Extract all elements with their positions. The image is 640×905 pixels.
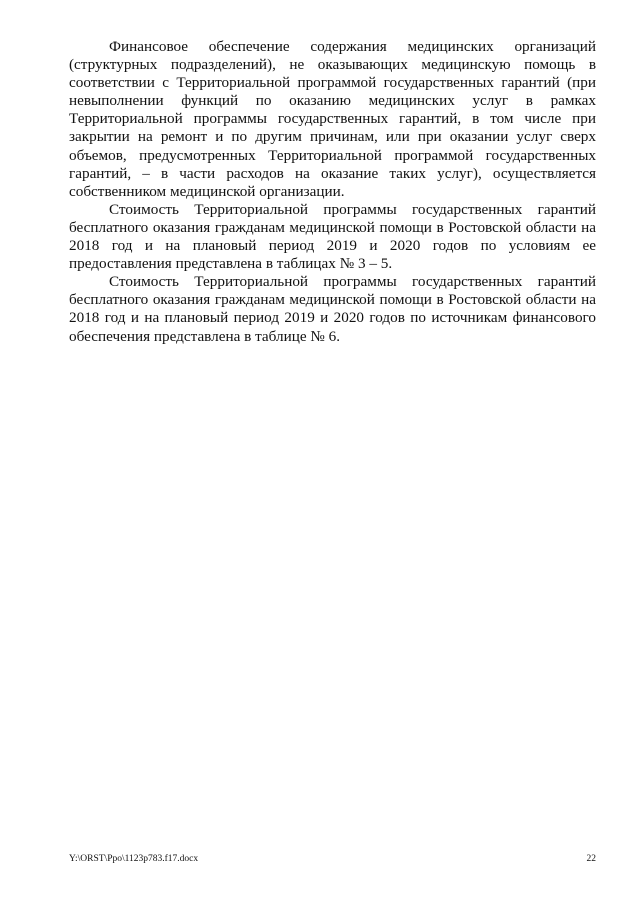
paragraph-cost-by-conditions: Стоимость Территориальной программы государственных гарантий бесплатного оказания гражданам медицинской помощи в Ростовской области на 2018 год и на плановый период 2019 и 2020 годов по условиям ее предоставления представлена в таблицах № 3 – 5. — [69, 200, 596, 273]
page-footer — [69, 853, 596, 865]
page-number: 22 — [586, 854, 596, 864]
paragraph-cost-by-sources: Стоимость Территориальной программы государственных гарантий бесплатного оказания гражданам медицинской помощи в Ростовской области на 2018 год и на плановый период 2019 и 2020 годов по источникам финансового обеспечения представлена в таблице № 6. — [69, 273, 596, 345]
footer-file-path: Y:\ORST\Ppo\1123p783.f17.docx — [69, 854, 199, 864]
paragraph-financing: Финансовое обеспечение содержания медицинских организаций (структурных подразделений), не оказывающих медицинскую помощь в соответствии с Территориальной программой государственных гарантий (при невыполнении функций по оказанию медицинских услуг в рамках Территориальной программы государственных гарантий, в том числе при закрытии на ремонт и по другим причинам, или при оказании услуг сверх объемов, предусмотренных Территориальной программой государственных гарантий, – в части расходов на оказание таких услуг), осуществляется собственником медицинской организации. — [69, 38, 596, 200]
document-body — [69, 38, 596, 346]
